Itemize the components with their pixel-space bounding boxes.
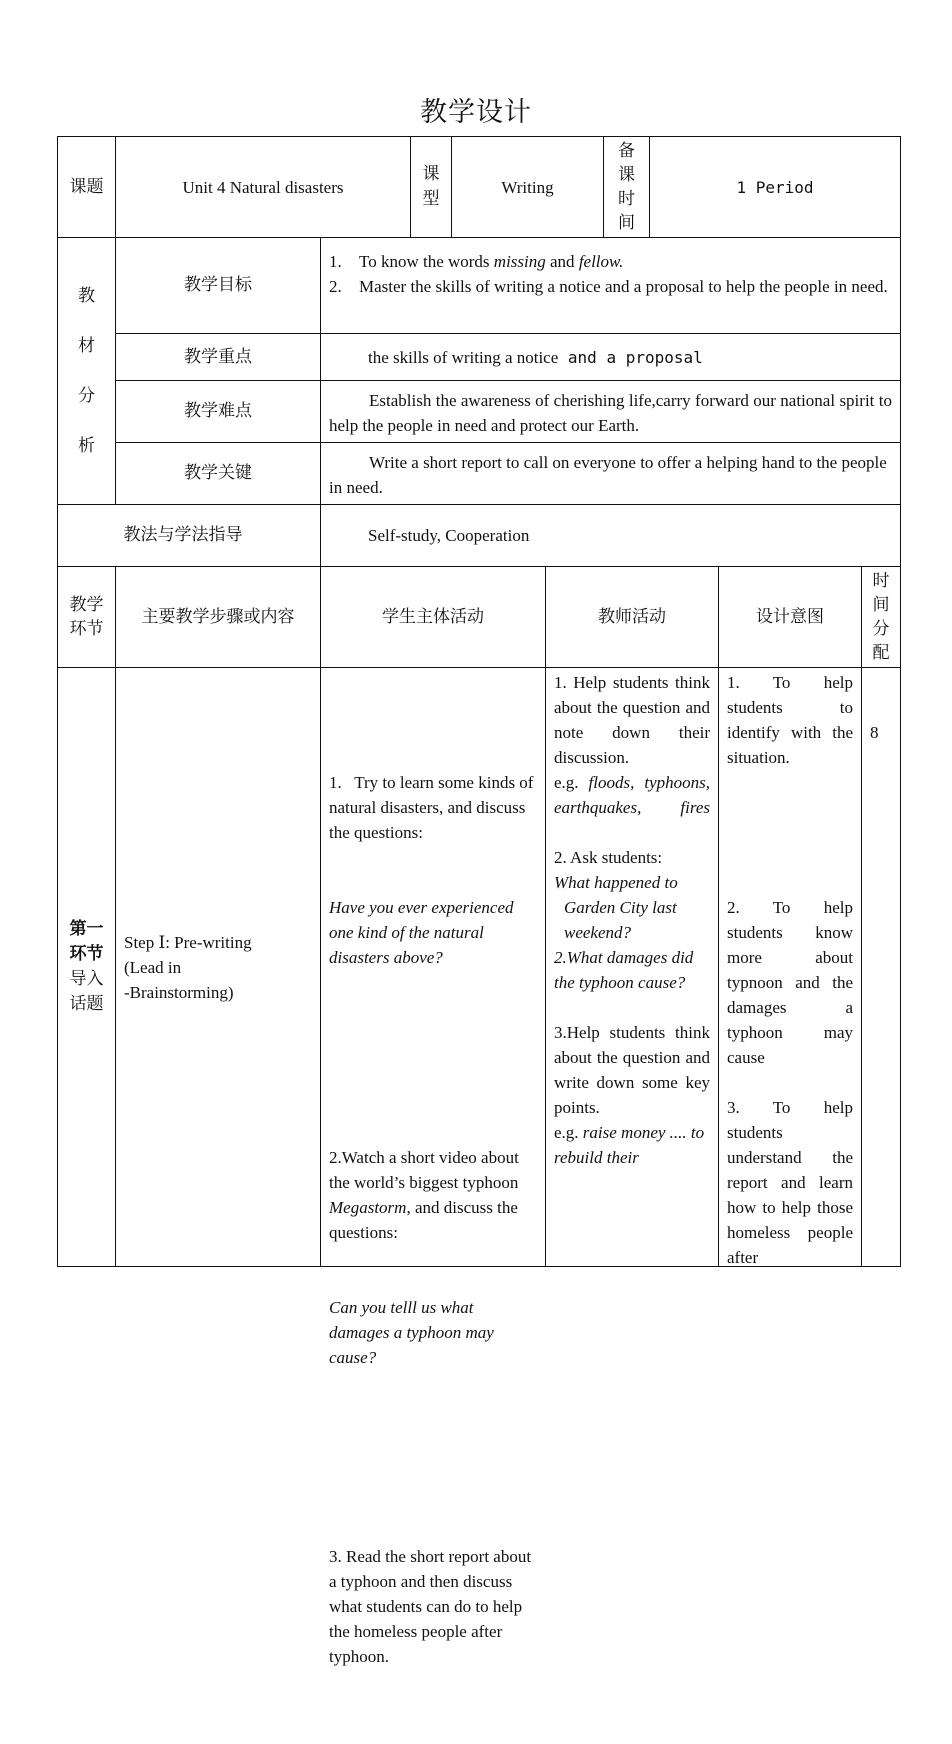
col-teacher: 教师活动 [598, 606, 666, 627]
student-activity-question: Have you ever experienced one kind of the natural disasters above? [329, 898, 518, 967]
student-activity [329, 1095, 537, 1420]
stage1-name-bold: 第一环节 [69, 919, 104, 964]
objectives-label: 教学目标 [184, 275, 252, 295]
stage1-time-cell [861, 667, 901, 1267]
student-activity-text-part: 2.Watch a short video about the world’s biggest typhoon [329, 1148, 524, 1192]
col-student: 学生主体活动 [382, 606, 484, 627]
intent-item: 1. To help students to identify with the situation. [727, 673, 853, 767]
student-activity-text-part: , and discuss the questions: [329, 1198, 523, 1242]
prep-label: 备课时间 [618, 141, 635, 233]
objective-word: fellow. [578, 252, 624, 271]
methods-label: 教法与学法指导 [123, 525, 243, 545]
type-value-cell [451, 136, 604, 238]
col-steps: 主要教学步骤或内容 [141, 606, 295, 627]
student-activity-text [329, 1145, 537, 1245]
col-intent: 设计意图 [756, 606, 824, 627]
type-value: Writing [501, 177, 554, 197]
key-label: 教学关键 [184, 463, 252, 483]
col-time-cell [861, 566, 901, 668]
document-title: 教学设计 [420, 97, 532, 128]
prep-value: 1 Period [736, 177, 814, 197]
objectives-label-cell [115, 237, 321, 334]
topic-value: Unit 4 Natural disasters [182, 177, 344, 197]
col-intent-cell [718, 566, 862, 668]
analysis-label: 教材分析 [78, 286, 95, 456]
objective-text-part: and [545, 252, 579, 271]
col-time: 时间分配 [872, 571, 890, 663]
topic-value-cell [115, 136, 411, 238]
type-label: 课型 [422, 164, 440, 209]
student-activity-question: Can you telll us what damages a typhoon may cause? [329, 1298, 499, 1367]
stage1-intent-cell [718, 667, 862, 1267]
difficulties-label-cell [115, 380, 321, 443]
methods-cell [320, 504, 901, 567]
col-stage: 教学环节 [69, 595, 104, 639]
topic-label: 课题 [69, 176, 104, 197]
student-activity [329, 720, 537, 1020]
teacher-activity-text: 3.Help students think about the question and write down some key points. [554, 1023, 710, 1117]
student-activity [329, 1494, 537, 1719]
teacher-example-label: e.g. [554, 773, 579, 792]
teacher-activity-text: 2. Ask students: [554, 848, 663, 867]
stage1-time: 8 [870, 723, 879, 742]
stage1-step [124, 930, 252, 1005]
analysis-label-cell [57, 237, 116, 505]
key-points-text: the skills of writing a notice [368, 347, 559, 367]
key-label-cell [115, 442, 321, 505]
teacher-activity [554, 670, 710, 820]
step-subtitle: -Brainstorming) [124, 982, 234, 1002]
stage1-teacher-cell [545, 667, 719, 1267]
type-label-cell [410, 136, 452, 238]
objective-number: 2. [329, 277, 342, 296]
difficulties-text: Establish the awareness of cherishing life,carry forward our national spirit to help the people in need and protect our Earth. [329, 391, 892, 435]
prep-value-cell [649, 136, 901, 238]
teacher-activity-question: 2.What damages did the typhoon cause? [554, 948, 694, 992]
teacher-activity-question: What happened to Garden City last weekend? [554, 873, 678, 942]
teacher-example-label: e.g. [554, 1123, 583, 1142]
teacher-activity-example [554, 1120, 710, 1170]
objectives-list [329, 249, 892, 299]
objective-item [329, 249, 892, 274]
objective-item [329, 274, 892, 299]
prep-label-cell [603, 136, 650, 238]
col-stage-cell [57, 566, 116, 668]
col-student-cell [320, 566, 546, 668]
key-text: Write a short report to call on everyone to offer a helping hand to the people in need. [329, 453, 887, 497]
col-teacher-cell [545, 566, 719, 668]
teacher-activity-text: 1. Help students think about the question and note down their discussion. [554, 673, 710, 767]
intent-item: 2. To help students know more about typnoon and the damages a typhoon may cause [727, 898, 853, 1067]
student-activity-text: 1. Try to learn some kinds of natural disasters, and discuss the questions: [329, 773, 538, 842]
objective-word: missing [493, 252, 546, 271]
difficulties-label: 教学难点 [184, 401, 252, 421]
objective-text [359, 249, 623, 274]
stage1-step-cell [115, 667, 321, 1267]
step-subtitle: (Lead in [124, 957, 182, 977]
stage1-name-rest: 导入话题 [69, 969, 104, 1014]
student-activity-text: 3. Read the short report about a typhoon and then discuss what students can do to help the homeless people after typhoon. [329, 1547, 536, 1666]
key-points-label-cell [115, 333, 321, 381]
stage1-cell [57, 667, 116, 1267]
student-activity-name: Megastorm [329, 1198, 407, 1217]
difficulties-cell [320, 380, 901, 443]
objective-text-part: To know the words [359, 252, 494, 271]
methods-label-cell [57, 504, 321, 567]
teacher-activity-example: e.g. floods, typhoons, earthquakes, fires [554, 773, 710, 817]
step-title: Step Ⅰ: Pre-writing [124, 932, 252, 952]
objective-text: Master the skills of writing a notice and a proposal to help the people in need. [359, 277, 888, 296]
methods-value: Self-study, Cooperation [368, 526, 530, 545]
col-steps-cell [115, 566, 321, 668]
key-cell [320, 442, 901, 505]
key-points-label: 教学重点 [184, 346, 252, 367]
teacher-activity [554, 1020, 710, 1170]
key-points-text-mono: and a proposal [558, 347, 703, 367]
stage1-name [67, 917, 107, 1017]
stage1-student-cell [320, 667, 546, 1666]
objectives-cell [320, 237, 901, 334]
teacher-example-text: raise money .... to rebuild their [554, 1123, 705, 1167]
topic-label-cell [57, 136, 116, 238]
objective-number: 1. [329, 252, 342, 271]
intent-item: 3. To help students understand the report and learn how to help those homeless people after [727, 1098, 853, 1267]
teacher-activity [554, 845, 710, 995]
key-points-cell [320, 333, 901, 381]
